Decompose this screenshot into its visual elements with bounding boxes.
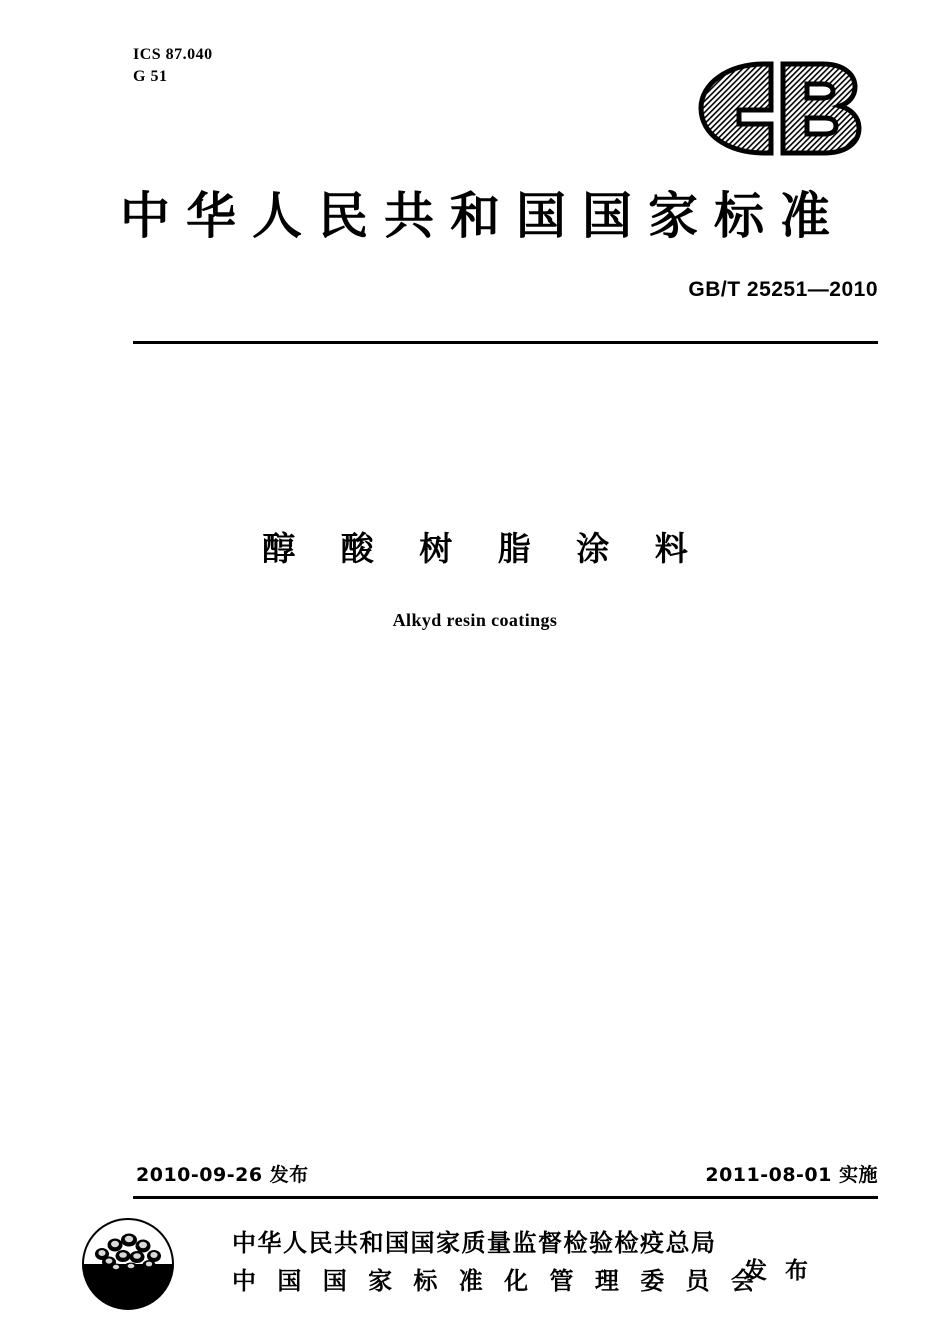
document-title-english: Alkyd resin coatings xyxy=(392,610,558,630)
publisher-line-2: 中 国 国 家 标 准 化 管 理 委 员 会 xyxy=(232,1267,762,1295)
publisher-block xyxy=(232,1224,761,1300)
document-title-chinese: 醇 酸 树 脂 涂 料 xyxy=(262,529,705,568)
ics-code: ICS 87.040 xyxy=(133,46,213,63)
effective-date: 2011-08-01 实施 xyxy=(705,1164,878,1186)
national-standard-title: 中华人民共和国国家标准 xyxy=(120,187,846,245)
publish-label: 发 布 xyxy=(744,1258,814,1284)
footer-divider xyxy=(133,1196,878,1199)
classification-code: G 51 xyxy=(133,68,168,85)
standard-number: GB/T 25251—2010 xyxy=(688,278,878,301)
gb-emblem-icon xyxy=(673,58,878,158)
national-emblem-icon xyxy=(82,1218,174,1310)
publisher-line-1: 中华人民共和国国家质量监督检验检疫总局 xyxy=(232,1229,717,1257)
header-divider xyxy=(133,341,878,344)
issue-date: 2010-09-26 发布 xyxy=(136,1164,309,1186)
ics-classification-block xyxy=(133,44,213,88)
